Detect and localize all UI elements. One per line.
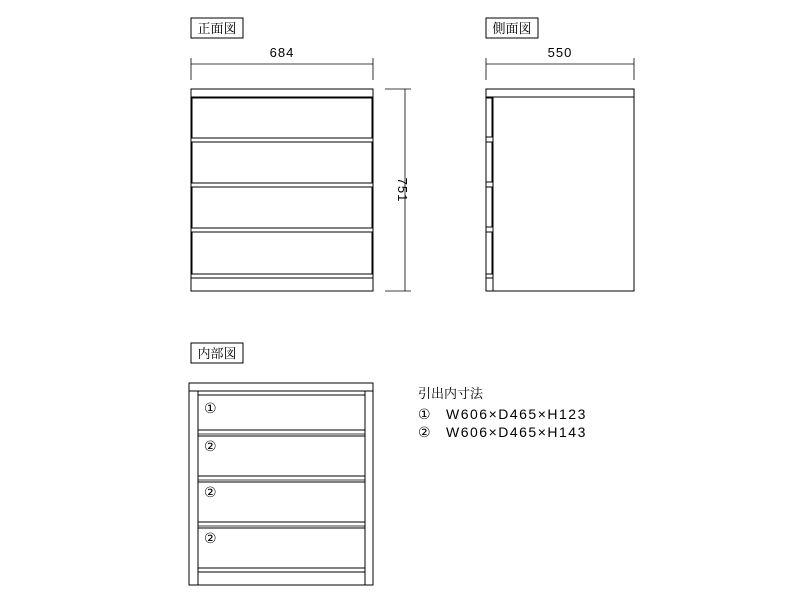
side-drawer-2 — [486, 142, 492, 182]
side-depth-dimension — [486, 45, 634, 80]
interior-drawer-2 — [198, 436, 365, 476]
spec-2-marker: ② — [418, 425, 431, 441]
drawer-specs — [418, 386, 587, 441]
front-height-label: 751 — [395, 177, 410, 203]
spec-1-marker: ① — [418, 407, 431, 423]
interior-drawer-2-marker: ② — [204, 439, 217, 455]
interior-drawer-1-marker: ① — [204, 401, 217, 417]
side-view-title: 側面図 — [492, 22, 532, 37]
interior-drawer-4-marker: ② — [204, 531, 217, 547]
front-width-label: 684 — [269, 45, 295, 60]
side-depth-label: 550 — [547, 45, 573, 60]
front-width-dimension — [191, 45, 373, 80]
interior-drawer-1 — [198, 395, 365, 430]
front-view — [191, 18, 411, 291]
interior-drawer-3-marker: ② — [204, 485, 217, 501]
interior-drawer-4 — [198, 528, 365, 568]
front-view-title: 正面図 — [197, 22, 237, 37]
front-height-dimension — [385, 89, 411, 291]
spec-1-value: W606×D465×H123 — [446, 406, 587, 422]
side-cabinet-outline — [486, 89, 634, 291]
front-drawer-4 — [192, 232, 372, 274]
spec-2-value: W606×D465×H143 — [446, 424, 587, 440]
interior-view-title: 内部図 — [197, 347, 237, 362]
side-drawer-3 — [486, 187, 492, 227]
interior-drawer-3 — [198, 482, 365, 522]
side-view — [486, 18, 634, 291]
side-drawer-4 — [486, 232, 492, 274]
interior-view — [189, 343, 373, 585]
front-drawer-3 — [192, 187, 372, 228]
front-drawer-1 — [192, 98, 372, 138]
side-drawer-1 — [486, 98, 492, 137]
specs-heading: 引出内寸法 — [418, 387, 484, 402]
front-drawer-2 — [192, 142, 372, 183]
